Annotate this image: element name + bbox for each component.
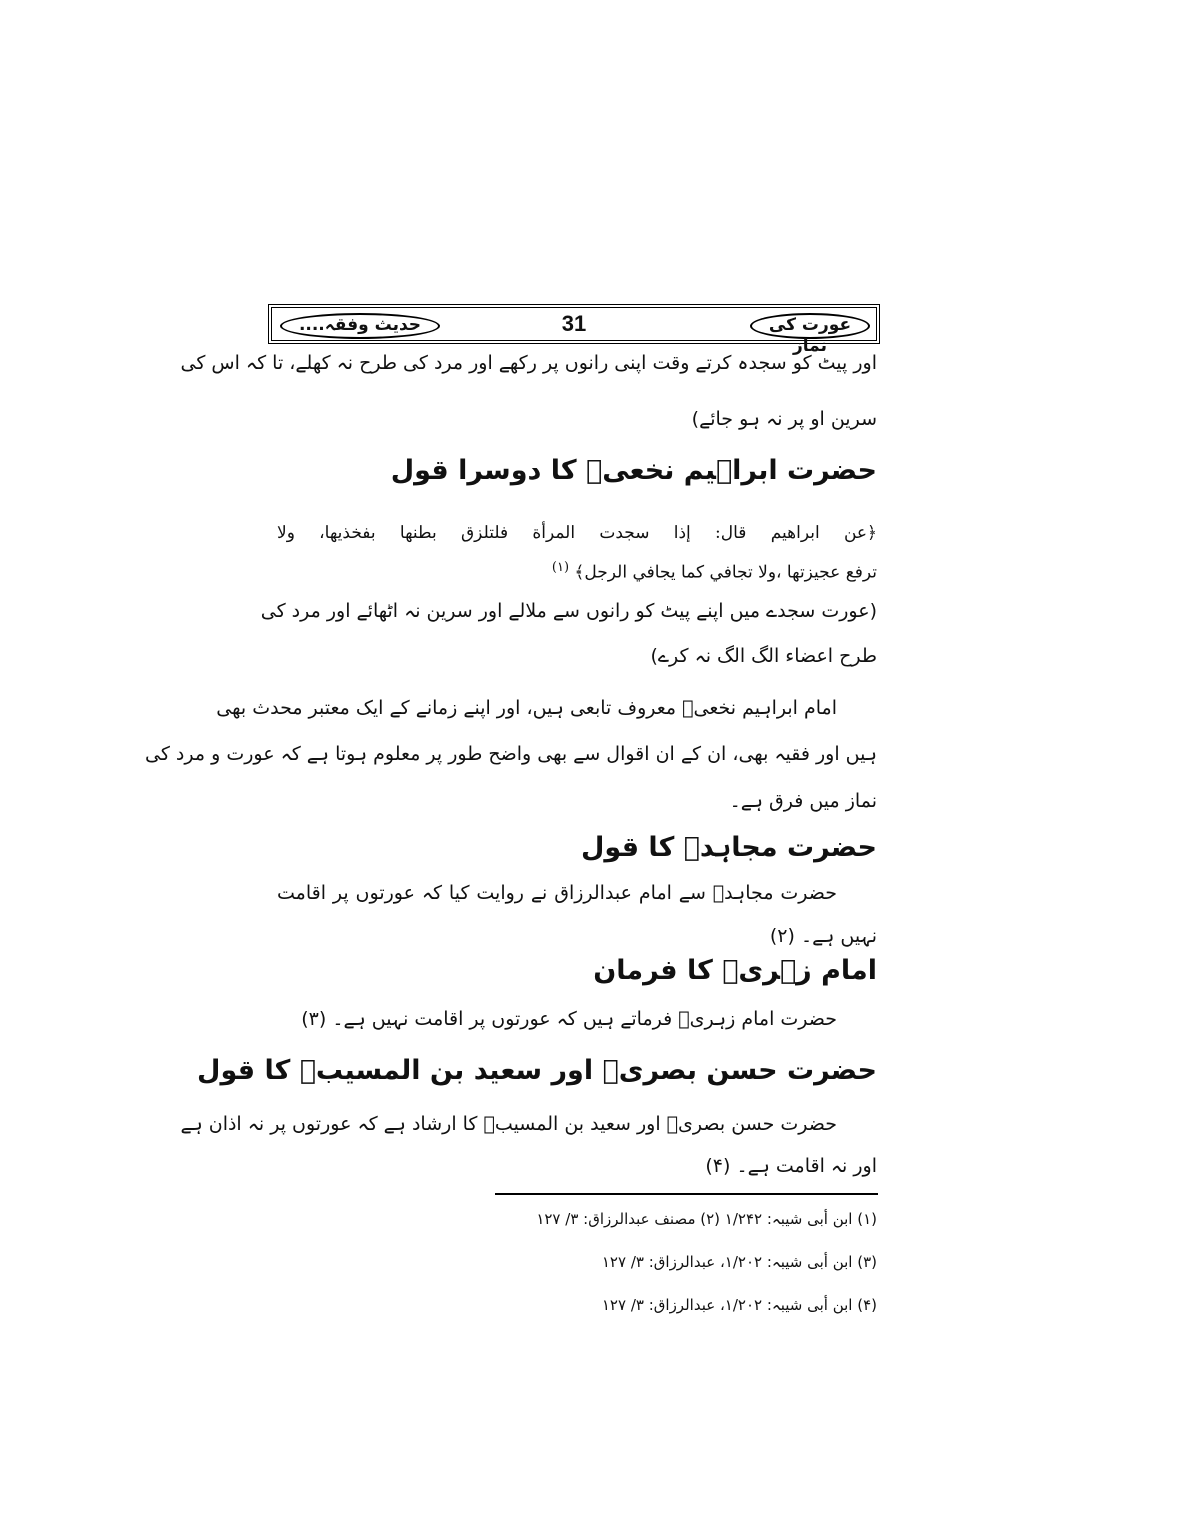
footnote-divider	[495, 1193, 878, 1195]
section-title-badge: حدیث وفقہ....	[280, 313, 440, 339]
footnote: (۱) ابن أبی شیبہ: ۱/۲۴۲ (۲) مصنف عبدالرزاق: ۳/ ۱۲۷	[536, 1210, 877, 1228]
paragraph-line: حضرت مجاہدؒ سے امام عبدالرزاق نے روایت کیا کہ عورتوں پر اقامت	[277, 882, 837, 904]
section-heading: امام زہریؒ کا فرمان	[593, 955, 877, 986]
page-header	[268, 304, 880, 356]
paragraph-line: سرین او پر نہ ہو جائے)	[691, 408, 877, 430]
paragraph-line: طرح اعضاء الگ الگ نہ کرے)	[650, 645, 877, 667]
section-heading: حضرت مجاہدؒ کا قول	[581, 832, 877, 863]
footnote: (۴) ابن أبی شیبہ: ۱/۲۰۲، عبدالرزاق: ۳/ ۱۲۷	[601, 1296, 877, 1314]
section-heading: حضرت ابراہیم نخعیؒ کا دوسرا قول	[390, 455, 877, 486]
arabic-quote-line: ﴿عن ابراهيم قال: إذا سجدت المرأة فلتلزق بطنها بفخذيها، ولا	[277, 523, 877, 543]
paragraph-line: (عورت سجدے میں اپنے پیٹ کو رانوں سے ملالے اور سرین نہ اٹھائے اور مرد کی	[260, 600, 877, 622]
paragraph-text: نہیں ہے۔	[800, 925, 877, 947]
paragraph-line: ہیں اور فقیہ بھی، ان کے ان اقوال سے بھی واضح طور پر معلوم ہوتا ہے کہ عورت و مرد کی	[145, 743, 877, 765]
footnote-ref: (۳)	[301, 1008, 327, 1030]
footnote: (۳) ابن أبی شیبہ: ۱/۲۰۲، عبدالرزاق: ۳/ ۱۲۷	[601, 1253, 877, 1271]
footnote-ref: (۲)	[769, 925, 795, 947]
paragraph-line: نماز میں فرق ہے۔	[729, 790, 877, 812]
section-heading: حضرت حسن بصریؒ اور سعید بن المسیبؒ کا قول	[197, 1055, 877, 1086]
paragraph-line: اور پیٹ کو سجدہ کرتے وقت اپنی رانوں پر رکھے اور مرد کی طرح نہ کھلے، تا کہ اس کی	[180, 352, 877, 374]
footnote-ref: (۴)	[705, 1155, 731, 1177]
paragraph-line: امام ابراہیم نخعیؒ معروف تابعی ہیں، اور اپنے زمانے کے ایک معتبر محدث بھی	[216, 697, 837, 719]
paragraph-line: حضرت حسن بصریؒ اور سعید بن المسیبؒ کا ارشاد ہے کہ عورتوں پر نہ اذان ہے	[180, 1113, 837, 1135]
arabic-quote-line	[552, 560, 877, 583]
paragraph-line	[301, 1008, 837, 1030]
book-title-badge: عورت کی نماز	[750, 313, 870, 339]
arabic-quote-text: ترفع عجيزتها ،ولا تجافي كما يجافي الرجل﴾	[574, 562, 877, 583]
paragraph-line	[770, 925, 877, 947]
page-number: 31	[561, 311, 587, 336]
paragraph-line	[705, 1155, 877, 1177]
paragraph-text: اور نہ اقامت ہے۔	[736, 1155, 877, 1177]
paragraph-text: حضرت امام زہریؒ فرماتے ہیں کہ عورتوں پر اقامت نہیں ہے۔	[332, 1008, 837, 1030]
footnote-ref: (۱)	[551, 560, 570, 575]
